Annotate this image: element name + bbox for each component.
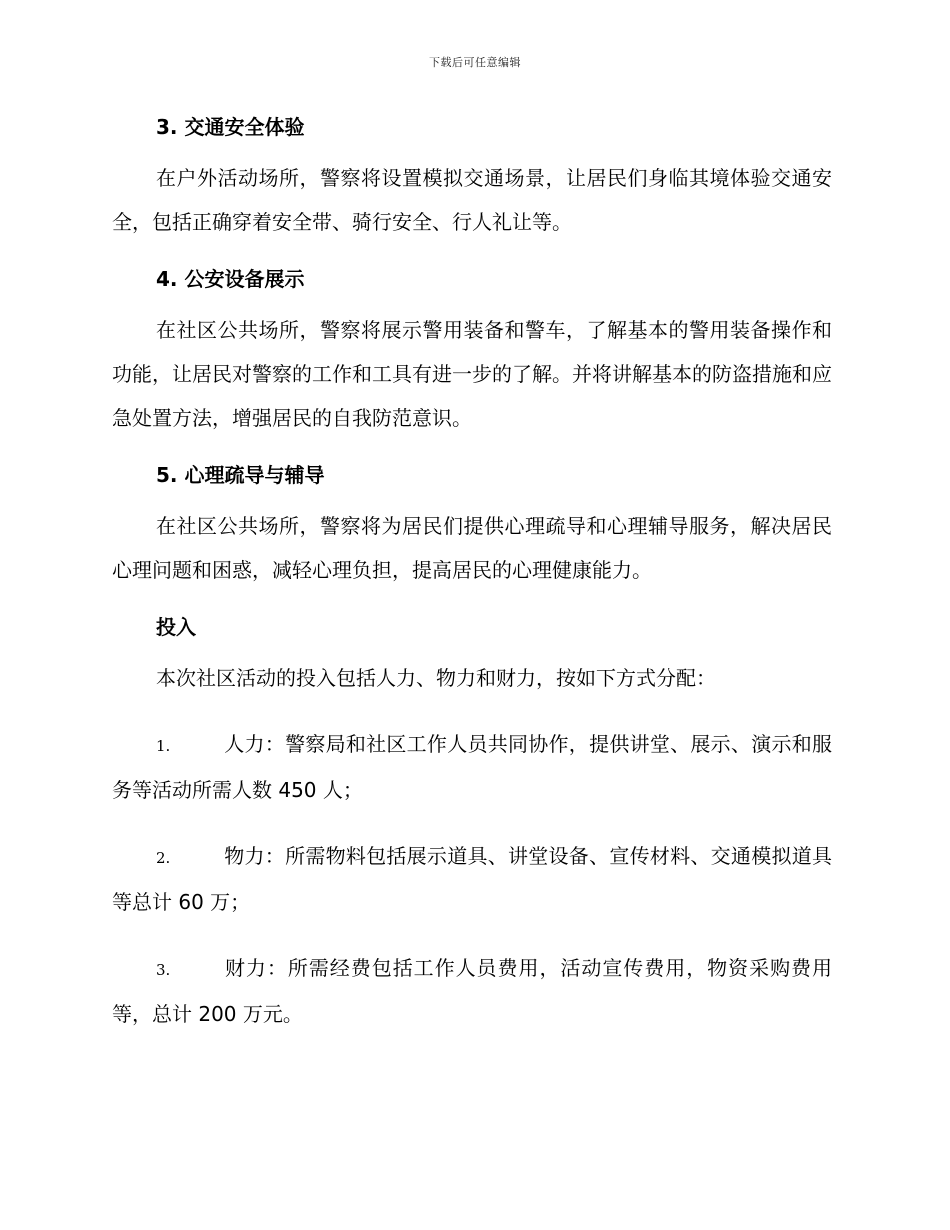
section-heading: 5. 心理疏导与辅导: [156, 463, 325, 487]
investment-heading: 投入: [156, 615, 196, 639]
list-item: [112, 834, 832, 924]
list-item: [112, 946, 832, 1036]
section-paragraph: 在社区公共场所，警察将展示警用装备和警车，了解基本的警用装备操作和功能，让居民对警察的工作和工具有进一步的了解。并将讲解基本的防盗措施和应急处置方法，增强居民的自我防范意识。: [112, 318, 832, 430]
list-item-text: 财力：所需经费包括工作人员费用，活动宣传费用，物资采购费用等，总计 200 万元。: [112, 956, 832, 1026]
section-heading: 3. 交通安全体验: [156, 115, 305, 139]
document-body: [112, 112, 832, 1036]
list-number: 3.: [156, 961, 171, 979]
section-paragraph: 在户外活动场所，警察将设置模拟交通场景，让居民们身临其境体验交通安全，包括正确穿着安全带、骑行安全、行人礼让等。: [112, 166, 832, 234]
list-number: 1.: [156, 737, 171, 755]
section-heading: 4. 公安设备展示: [156, 267, 305, 291]
list-number: 2.: [156, 849, 171, 867]
list-item: [112, 722, 832, 812]
list-item-text: 人力：警察局和社区工作人员共同协作，提供讲堂、展示、演示和服务等活动所需人数 450 人；: [112, 732, 832, 802]
investment-intro: 本次社区活动的投入包括人力、物力和财力，按如下方式分配：: [156, 666, 716, 690]
list-item-text: 物力：所需物料包括展示道具、讲堂设备、宣传材料、交通模拟道具等总计 60 万；: [112, 844, 832, 914]
header-note: 下载后可任意编辑: [429, 56, 521, 69]
section-paragraph: 在社区公共场所，警察将为居民们提供心理疏导和心理辅导服务，解决居民心理问题和困惑，减轻心理负担，提高居民的心理健康能力。: [112, 514, 832, 582]
